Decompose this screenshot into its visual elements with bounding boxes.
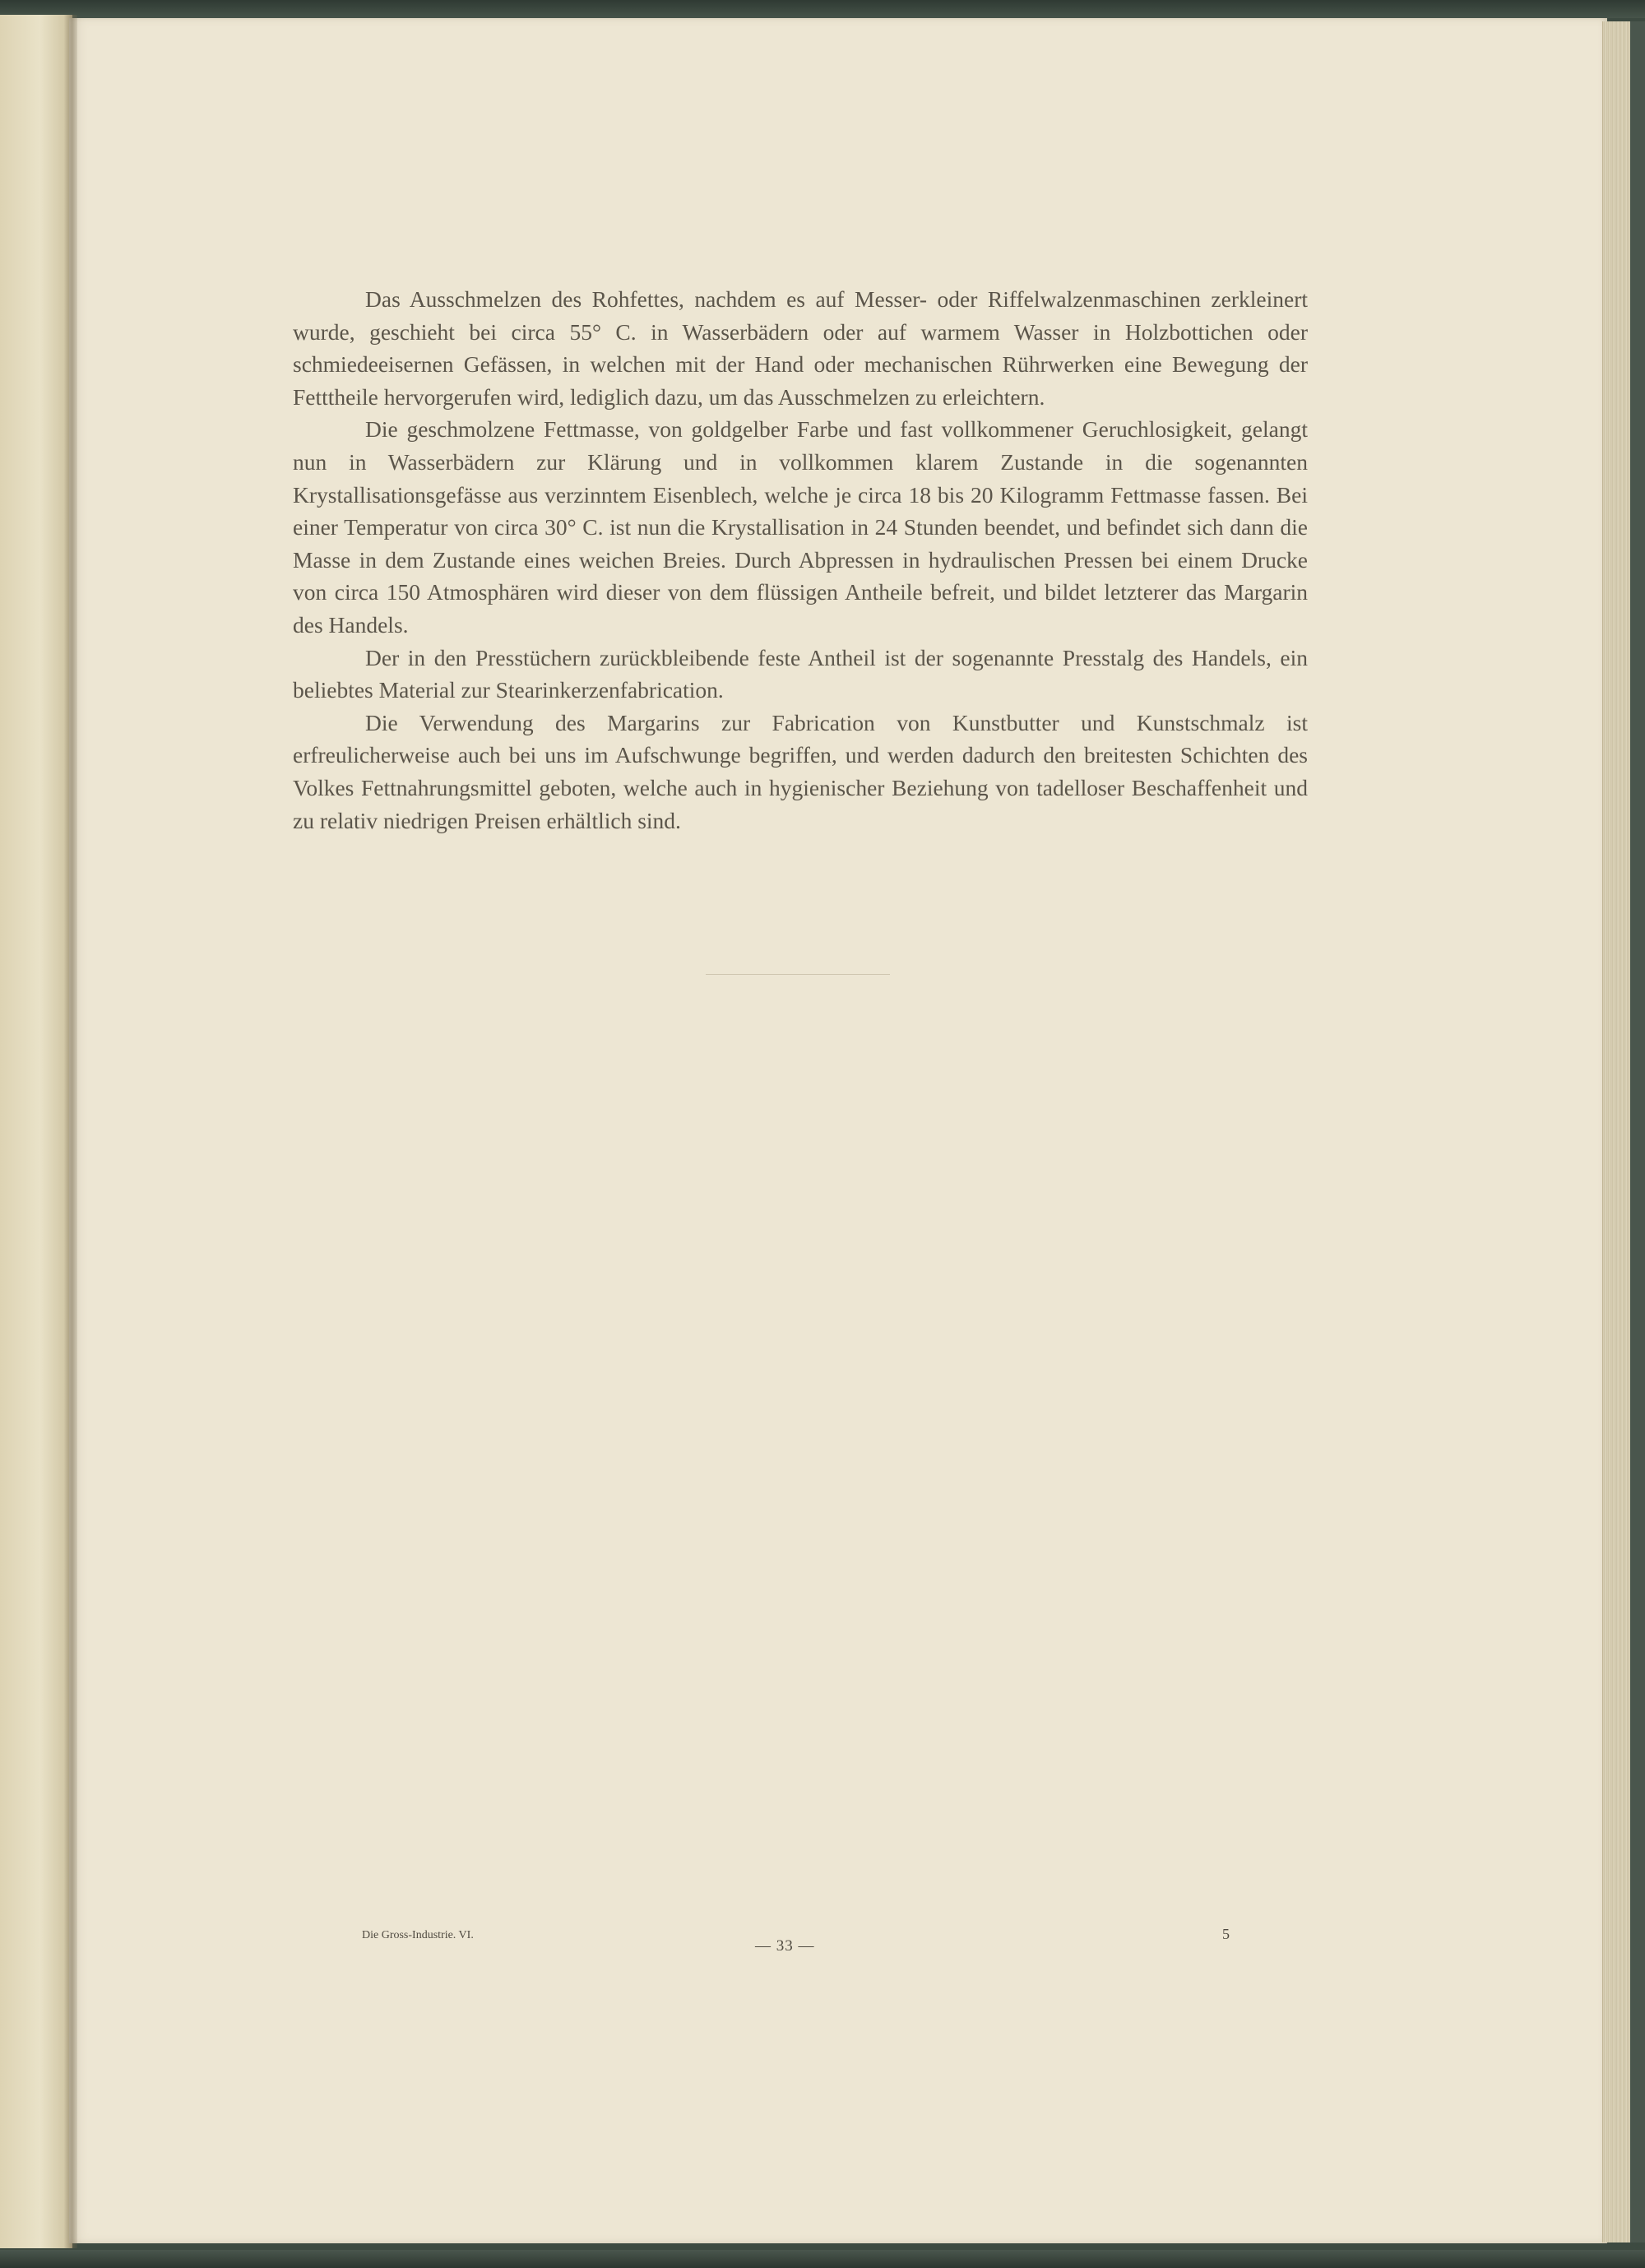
paragraph-margarine-use: Die Verwendung des Margarins zur Fabrication von Kunstbutter und Kunstschmalz ist erfreulicherweise auch bei uns im Aufschwunge begriffen, und werden dadurch den breitesten Schichten des Volkes Fettnahrungsmittel geboten, welche auch in hygienischer Beziehung von tadelloser Beschaffenheit und zu relativ niedrigen Preisen erhältlich sind. <box>293 709 1308 833</box>
facing-page-edge <box>0 15 72 2248</box>
section-divider <box>706 974 890 975</box>
paragraph-rendering: Das Ausschmelzen des Rohfettes, nachdem es auf Messer- oder Riffelwalzenmaschinen zerkleinert wurde, geschieht bei circa 55° C. in Wasserbädern oder auf warmem Wasser in Holzbottichen oder schmiedeeisernen Gefässen, in welchen mit der Hand oder mechanischen Rührwerken eine Bewegung der Fetttheile hervorgerufen wird, lediglich dazu, um das Ausschmelzen zu erleichtern. <box>293 286 1308 410</box>
scan-background-bottom <box>0 2250 1645 2268</box>
paragraph-presstalg: Der in den Presstüchern zurückbleibende feste Antheil ist der sogenannte Presstalg des Handels, ein beliebtes Material zur Stearinkerzenfabrication. <box>293 644 1308 703</box>
sheet-number: 5 <box>1222 1926 1230 1942</box>
scan-background-right <box>1630 21 1645 2242</box>
body-text <box>293 283 1308 837</box>
scan-background-top <box>0 0 1645 18</box>
footer-signature: Die Gross-Industrie. VI. <box>362 1929 474 1941</box>
paragraph-crystallisation: Die geschmolzene Fettmasse, von goldgelber Farbe und fast vollkommener Geruchlosigkeit, gelangt nun in Wasserbädern zur Klärung und in vollkommen klarem Zustande in die sogenannten Krystallisationsgefässe aus verzinntem Eisenblech, welche je circa 18 bis 20 Kilogramm Fettmasse fassen. Bei einer Temperatur von circa 30° C. ist nun die Krystallisation in 24 Stunden beendet, und befindet sich dann die Masse in dem Zustande eines weichen Breies. Durch Abpressen in hydraulischen Pressen bei einem Drucke von circa 150 Atmosphären wird dieser von dem flüssigen Antheile befreit, und bildet letzterer das Margarin des Handels. <box>293 416 1308 638</box>
page-gutter-shadow <box>64 15 77 2248</box>
page-number: — 33 — <box>755 1937 815 1955</box>
page-stack-edge <box>1602 21 1631 2242</box>
